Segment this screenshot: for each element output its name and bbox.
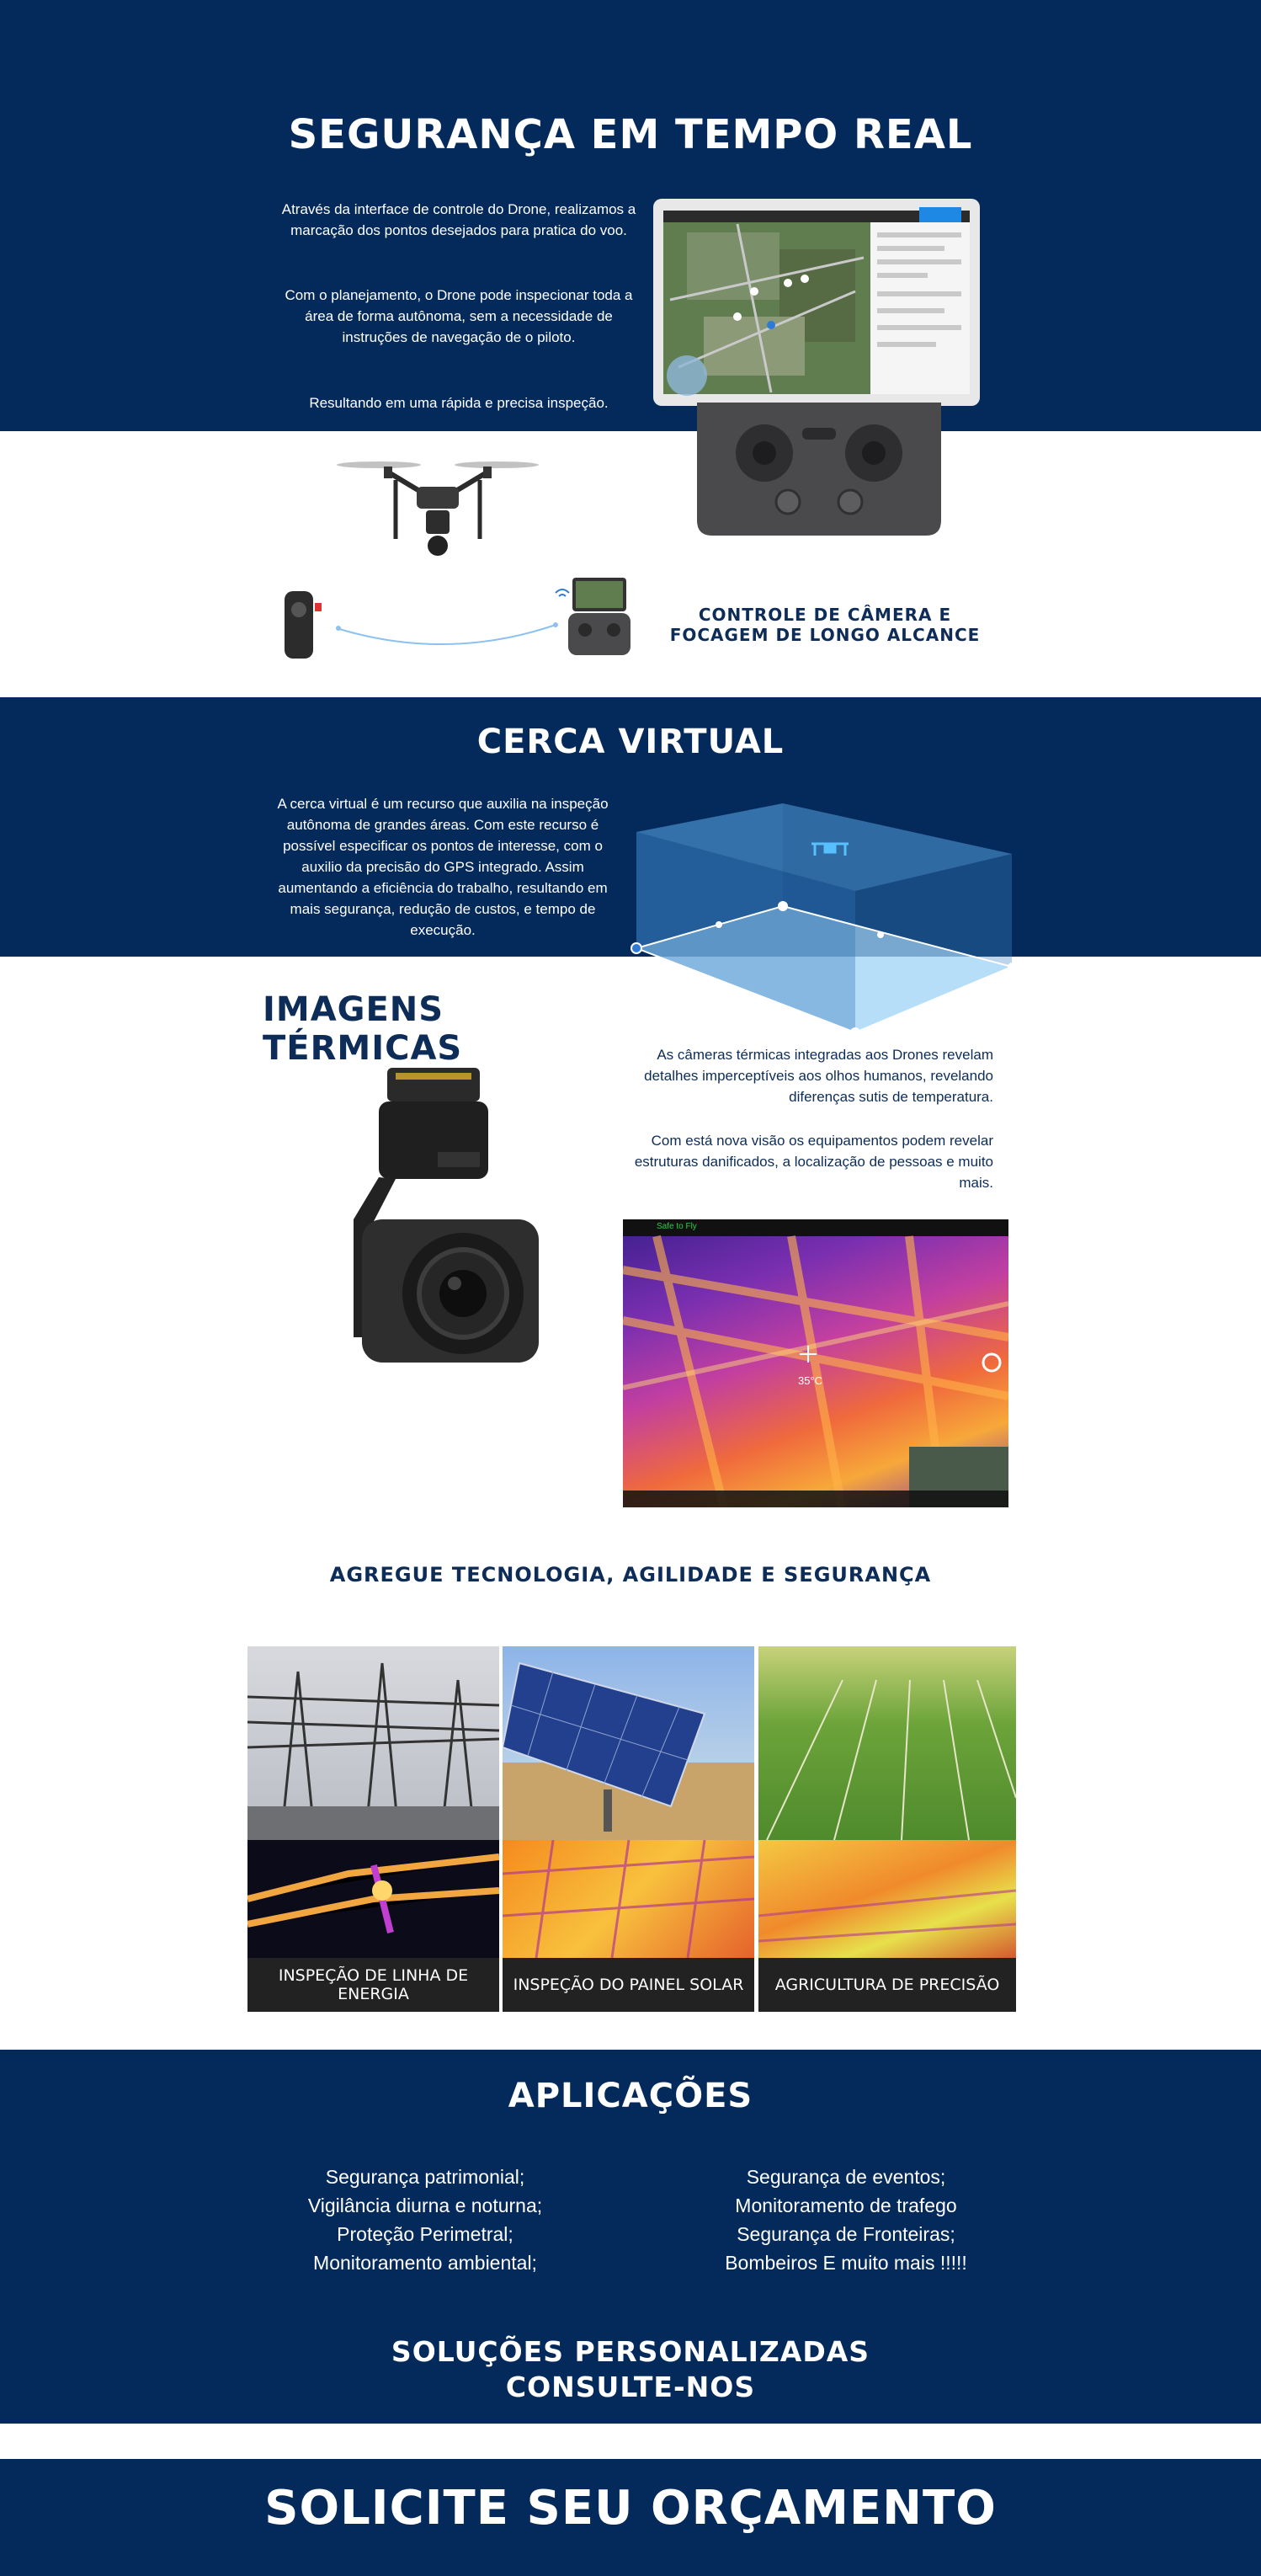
thermal-status-text: Safe to Fly [657,1222,697,1231]
tile-agricultura-label: AGRICULTURA DE PRECISÃO [758,1958,1016,2012]
aplicacoes-title: APLICAÇÕES [508,2077,753,2115]
tile-painel-solar [503,1646,754,2012]
aplicacoes-right-item: Monitoramento de trafego [735,2195,957,2216]
termicas-paragraph-2: Com está nova visão os equipamentos podem revelar estruturas danificados, a localização de pessoas e muito mais. [634,1133,993,1191]
seguranca-paragraph-1: Através da interface de controle do Drone, realizamos a marcação dos pontos desejados para pratica do voo. [281,201,636,238]
seguranca-paragraph-3: Resultando em uma rápida e precisa inspeção. [309,395,609,411]
drone-icon [337,455,539,568]
virtual-fence-icon [628,800,1040,1037]
aplicacoes-right-list [673,2163,1019,2277]
solucoes-heading [0,2334,1261,2405]
solucoes-line-1: SOLUÇÕES PERSONALIZADAS [391,2335,870,2368]
focus-remote-icon [278,578,648,670]
tile-painel-solar-label: INSPEÇÃO DO PAINEL SOLAR [503,1958,754,2012]
seguranca-title: SEGURANÇA EM TEMPO REAL [288,111,973,158]
termicas-paragraph-1: As câmeras térmicas integradas aos Drones revelam detalhes imperceptíveis aos olhos humanos, revelando diferenças sutis de temperatura. [644,1047,993,1105]
tablet-map-icon [653,199,980,406]
controle-title-line-2: FOCAGEM DE LONGO ALCANCE [669,625,981,645]
orcamento-title[interactable]: SOLICITE SEU ORÇAMENTO [264,2481,997,2536]
tile-agricultura [758,1646,1016,2012]
termicas-title: IMAGENS TÉRMICAS [263,990,463,1068]
seguranca-paragraph-2: Com o planejamento, o Drone pode inspecionar toda a área de forma autônoma, sem a necessidade de instruções de navegação de o piloto. [285,287,633,345]
aplicacoes-left-item: Proteção Perimetral; [337,2223,513,2245]
solucoes-line-2: CONSULTE-NOS [505,2371,756,2403]
agregue-title: AGREGUE TECNOLOGIA, AGILIDADE E SEGURANÇA [329,1563,932,1587]
aplicacoes-left-item: Segurança patrimonial; [325,2166,525,2188]
cerca-paragraph: A cerca virtual é um recurso que auxilia na inspeção autônoma de grandes áreas. Com este recurso é possível especificar os pontos de interesse, com o auxilio da precisão do GPS integrado. Assim aumentando a eficiência do trabalho, resultando em mais segurança, redução de custos, e tempo de execução. [277,796,609,938]
tile-linha-energia-photo [247,1646,499,1840]
controle-title-line-1: CONTROLE DE CÂMERA E [698,605,952,625]
controle-title [665,605,985,645]
aplicacoes-right-item: Segurança de eventos; [746,2166,946,2188]
thermal-temp-readout: 35°C [798,1374,823,1387]
aplicacoes-right-item: Bombeiros E muito mais !!!!! [725,2252,967,2274]
remote-controller-icon [689,403,950,536]
tile-painel-solar-thermal [503,1840,754,1958]
tile-linha-energia [247,1646,499,2012]
tile-linha-energia-label: INSPEÇÃO DE LINHA DE ENERGIA [247,1958,499,2012]
aplicacoes-right-item: Segurança de Fronteiras; [737,2223,955,2245]
tile-agricultura-photo [758,1646,1016,1840]
cerca-title: CERCA VIRTUAL [476,723,785,761]
tile-linha-energia-thermal [247,1840,499,1958]
aplicacoes-left-item: Vigilância diurna e noturna; [307,2195,543,2216]
aplicacoes-left-list [253,2163,598,2277]
tile-agricultura-thermal [758,1840,1016,1958]
tile-painel-solar-photo [503,1646,754,1840]
aplicacoes-left-item: Monitoramento ambiental; [313,2252,537,2274]
thermal-camera-icon [311,1068,572,1388]
thermal-view-screenshot [623,1219,1008,1507]
